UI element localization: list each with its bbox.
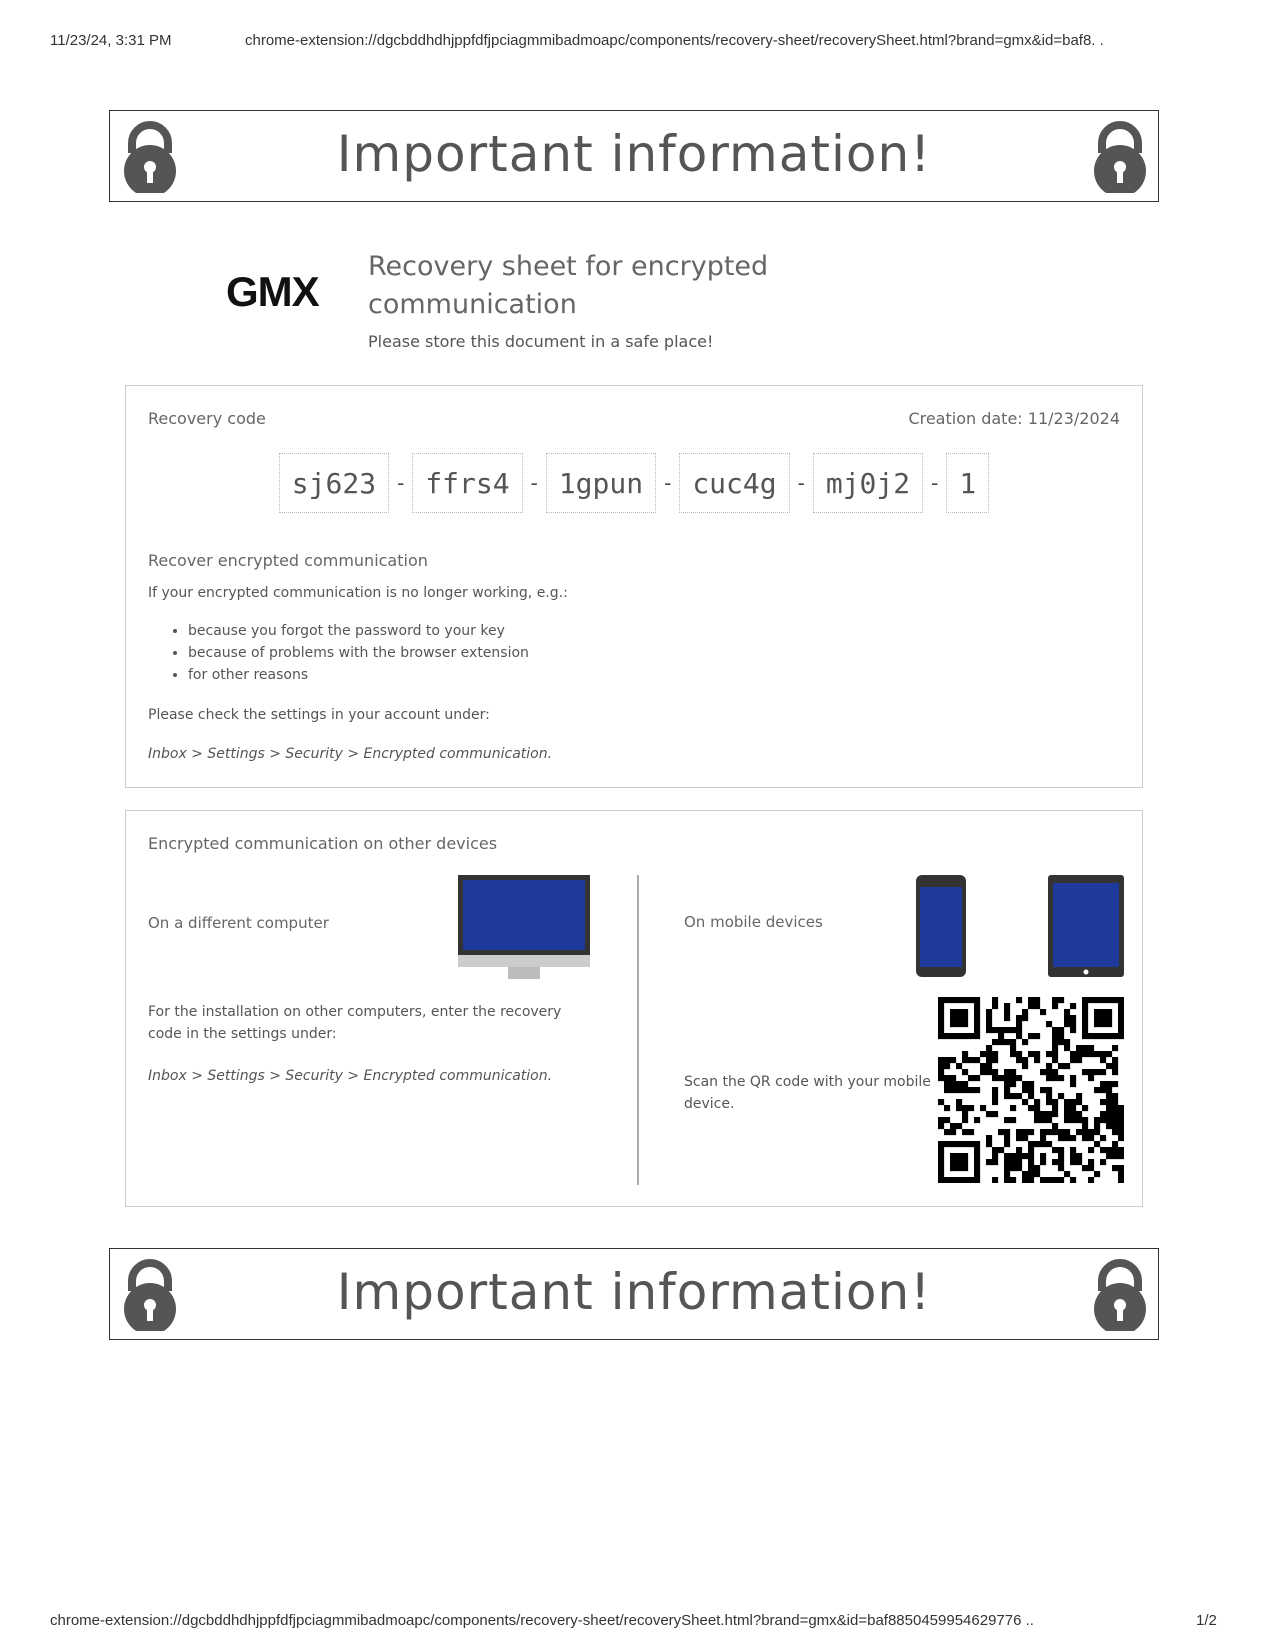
separator: - — [797, 471, 805, 495]
settings-path: Inbox > Settings > Security > Encrypted communication. — [148, 746, 553, 762]
banner-title: Important information! — [336, 1263, 932, 1321]
reason-item: • for other reasons — [188, 664, 529, 686]
separator: - — [530, 471, 538, 495]
computer-label: On a different computer — [148, 914, 329, 932]
important-banner-top — [109, 110, 1159, 202]
print-datetime: 11/23/24, 3:31 PM — [50, 32, 172, 49]
recovery-code — [126, 453, 1142, 513]
separator: - — [931, 471, 939, 495]
sheet-title: Recovery sheet for encrypted communication — [368, 251, 769, 320]
computer-settings-path: Inbox > Settings > Security > Encrypted communication. — [148, 1068, 553, 1084]
devices-heading: Encrypted communication on other devices — [148, 834, 498, 853]
code-segment: sj623 — [279, 453, 389, 513]
print-footer-url: chrome-extension://dgcbddhdhjppfdfjpciagmmibadmoapc/components/recovery-sheet/recoverySheet.html?brand=gmx&id=baf8850459954629776 .. — [50, 1612, 1034, 1629]
computer-text: For the installation on other computers, enter the recovery code in the settings under: — [148, 1004, 562, 1042]
recover-heading: Recover encrypted communication — [148, 551, 428, 570]
creation-date: Creation date: 11/23/2024 — [908, 409, 1120, 428]
reason-list — [168, 620, 529, 686]
recovery-code-panel — [125, 385, 1143, 788]
recovery-code-label: Recovery code — [148, 409, 266, 428]
code-segment: ffrs4 — [412, 453, 522, 513]
recover-intro: If your encrypted communication is no longer working, e.g.: — [148, 585, 568, 601]
lock-icon — [1090, 121, 1150, 193]
phone-icon — [916, 875, 966, 977]
print-url: chrome-extension://dgcbddhdhjppfdfjpciagmmibadmoapc/components/recovery-sheet/recoverySheet.html?brand=gmx&id=baf8. . — [245, 32, 1104, 49]
separator: - — [664, 471, 672, 495]
code-segment: cuc4g — [679, 453, 789, 513]
reason-item: • because of problems with the browser extension — [188, 642, 529, 664]
devices-panel — [125, 810, 1143, 1207]
qr-code — [938, 997, 1124, 1183]
mobile-label: On mobile devices — [684, 913, 823, 931]
tablet-icon — [1048, 875, 1124, 977]
check-settings-text: Please check the settings in your account under: — [148, 707, 490, 723]
monitor-icon — [458, 875, 590, 983]
reason-item: • because you forgot the password to your key — [188, 620, 529, 642]
code-segment: 1gpun — [546, 453, 656, 513]
page-number: 1/2 — [1196, 1612, 1217, 1629]
divider — [637, 875, 639, 1185]
separator: - — [397, 471, 405, 495]
qr-instructions: Scan the QR code with your mobile device. — [684, 1074, 931, 1112]
gmx-logo: GMX — [226, 268, 319, 315]
lock-icon — [1090, 1259, 1150, 1331]
sheet-subtitle: Please store this document in a safe place! — [368, 332, 714, 351]
code-segment: mj0j2 — [813, 453, 923, 513]
important-banner-bottom — [109, 1248, 1159, 1340]
banner-title: Important information! — [336, 125, 932, 183]
code-segment: 1 — [946, 453, 989, 513]
